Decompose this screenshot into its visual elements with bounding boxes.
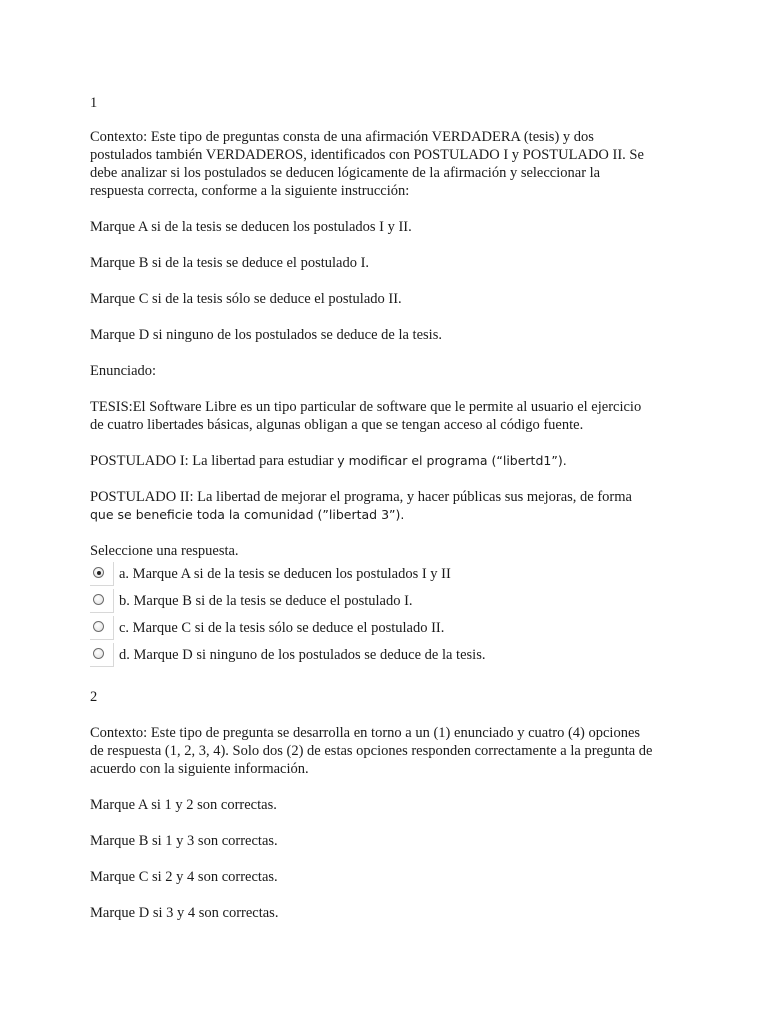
postulado-1-serif: POSTULADO I: La libertad para estudiar (90, 453, 338, 469)
q1-context-line-4: respuesta correcta, conforme a la siguiente instrucción: (90, 183, 410, 199)
q2-context-line-1: Contexto: Este tipo de pregunta se desarrolla en torno a un (1) enunciado y cuatro (4) opciones (90, 725, 641, 741)
answer-option-d-label: d. Marque D si ninguno de los postulados se deduce de la tesis. (119, 647, 486, 663)
q1-instruction-b: Marque B si de la tesis se deduce el postulado I. (90, 255, 370, 271)
answer-option-c[interactable] (90, 616, 444, 640)
radio-button[interactable] (93, 621, 104, 632)
postulado-1 (90, 452, 567, 470)
postulado-1-sans: y modificar el programa (“libertd1”). (337, 453, 567, 468)
tesis-line-2: de cuatro libertades básicas, algunas obligan a que se tengan acceso al código fuente. (90, 417, 584, 433)
enunciado-label: Enunciado: (90, 363, 157, 379)
answer-option-d[interactable] (90, 643, 485, 667)
q2-context-line-2: de respuesta (1, 2, 3, 4). Solo dos (2) de estas opciones responden correctamente a la pregunta de (90, 743, 653, 759)
answer-option-b-label: b. Marque B si de la tesis se deduce el postulado I. (119, 593, 413, 609)
question-number-2: 2 (90, 689, 98, 705)
q1-instruction-c: Marque C si de la tesis sólo se deduce el postulado II. (90, 291, 402, 307)
answer-option-c-label: c. Marque C si de la tesis sólo se deduce el postulado II. (119, 620, 445, 636)
q1-instruction-a: Marque A si de la tesis se deducen los postulados I y II. (90, 219, 412, 235)
question-number-1: 1 (90, 95, 98, 111)
q2-instruction-a: Marque A si 1 y 2 son correctas. (90, 797, 277, 813)
select-prompt: Seleccione una respuesta. (90, 543, 239, 559)
q1-instruction-d: Marque D si ninguno de los postulados se deduce de la tesis. (90, 327, 442, 343)
q1-context-line-3: debe analizar si los postulados se deducen lógicamente de la afirmación y seleccionar la (90, 165, 601, 181)
answer-option-b[interactable] (90, 589, 413, 613)
answer-option-a[interactable] (90, 562, 451, 586)
radio-button[interactable] (93, 594, 104, 605)
radio-button-checked[interactable] (93, 567, 104, 578)
q1-context-line-2: postulados también VERDADEROS, identificados con POSTULADO I y POSTULADO II. Se (90, 147, 644, 163)
q2-instruction-b: Marque B si 1 y 3 son correctas. (90, 833, 278, 849)
radio-button[interactable] (93, 648, 104, 659)
tesis-line-1: TESIS:El Software Libre es un tipo particular de software que le permite al usuario el ejercicio (90, 399, 642, 415)
postulado-2-line-1: POSTULADO II: La libertad de mejorar el programa, y hacer públicas sus mejoras, de forma (90, 489, 632, 505)
q2-instruction-c: Marque C si 2 y 4 son correctas. (90, 869, 278, 885)
q1-context-line-1: Contexto: Este tipo de preguntas consta de una afirmación VERDADERA (tesis) y dos (90, 129, 594, 145)
q2-instruction-d: Marque D si 3 y 4 son correctas. (90, 905, 279, 921)
postulado-2-line-2: que se beneficie toda la comunidad (”libertad 3”). (90, 507, 405, 522)
answer-option-a-label: a. Marque A si de la tesis se deducen los postulados I y II (119, 566, 451, 582)
q2-context-line-3: acuerdo con la siguiente información. (90, 761, 309, 777)
